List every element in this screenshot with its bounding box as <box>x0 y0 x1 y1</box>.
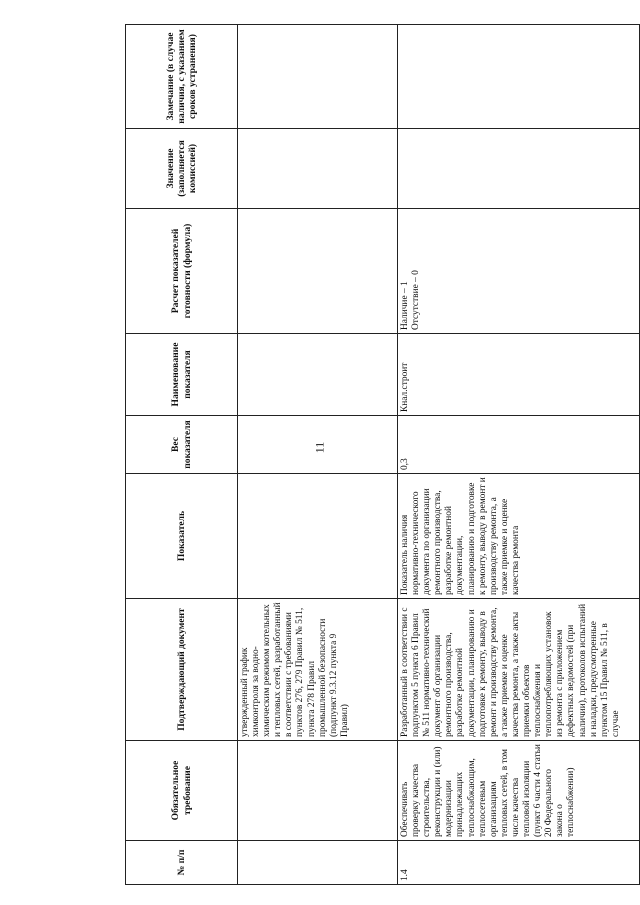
requirements-table <box>125 24 640 885</box>
row2-formula: Наличие – 1 Отсутствие – 0 <box>398 209 640 334</box>
row2-document: Разработанный в соответствии с подпунктом 5 пункта 6 Правил № 511 нормативно-технический документ об организации ремонтного производства, разработке ремонтной документации, планированию и подготовке к ремонту, выводу в ремонт и производству ремонта, а также приемке и оценке качества ремонта, а также акты приемки объектов теплоснабжения и теплопотребляющих установок из ремонта с приложением дефектных ведомостей (при наличии), протоколов испытаний и наладки, предусмотренные пунктом 15 Правил № 511, в случае <box>398 599 640 741</box>
header-name: Наименование показателя <box>126 334 238 416</box>
row2-indicator: Показатель наличия нормативно-технического документа по организации ремонтного производства, разработке ремонтной документации, планированию и подготовке к ремонту, выводу в ремонт и производству ремонта, а также приемке и оценке качества ремонта <box>398 474 640 599</box>
header-indicator: Показатель <box>126 474 238 599</box>
row1-indicator <box>238 474 398 599</box>
table-row <box>398 25 640 885</box>
header-formula: Расчет показателей готовности (формула) <box>126 209 238 334</box>
header-num: № п/п <box>126 841 238 885</box>
row1-num <box>238 841 398 885</box>
row2-name: Кнал.строит <box>398 334 640 416</box>
row1-document: утвержденный график химконтроля за водно-химическим режимом котельных и тепловых сетей, разработанный в соответствии с требованиями пунктов 276, 279 Правил № 511, пункта 278 Правил промышленной безопасности (подпункт 9.3.12 пункта 9 Правил) <box>238 599 398 741</box>
row1-requirement <box>238 741 398 841</box>
row1-note <box>238 25 398 129</box>
header-note: Замечание (в случае наличия, с указанием сроков устранения) <box>126 25 238 129</box>
header-requirement: Обязательное требование <box>126 741 238 841</box>
row2-weight: 0,3 <box>398 416 640 474</box>
header-weight: Вес показателя <box>126 416 238 474</box>
row1-formula <box>238 209 398 334</box>
header-value: Значение (заполняется комиссией) <box>126 129 238 209</box>
row2-note <box>398 25 640 129</box>
row1-weight <box>238 416 398 474</box>
row2-num: 1.4 <box>398 841 640 885</box>
row2-value <box>398 129 640 209</box>
header-row <box>126 25 238 885</box>
table-row <box>238 25 398 885</box>
page-number: 11 <box>312 441 327 454</box>
row1-value <box>238 129 398 209</box>
row2-requirement: Обеспечивать проверку качества строительства, реконструкции и (или) модернизации принадлежащих теплоснабжающим, теплосетевым организациям тепловых сетей, в том числе качества тепловой изоляции (пункт 6 части 4 статьи 20 Федерального закона о теплоснабжении) <box>398 741 640 841</box>
row1-name <box>238 334 398 416</box>
requirements-table-rotated <box>125 25 640 885</box>
header-document: Подтверждающий документ <box>126 599 238 741</box>
